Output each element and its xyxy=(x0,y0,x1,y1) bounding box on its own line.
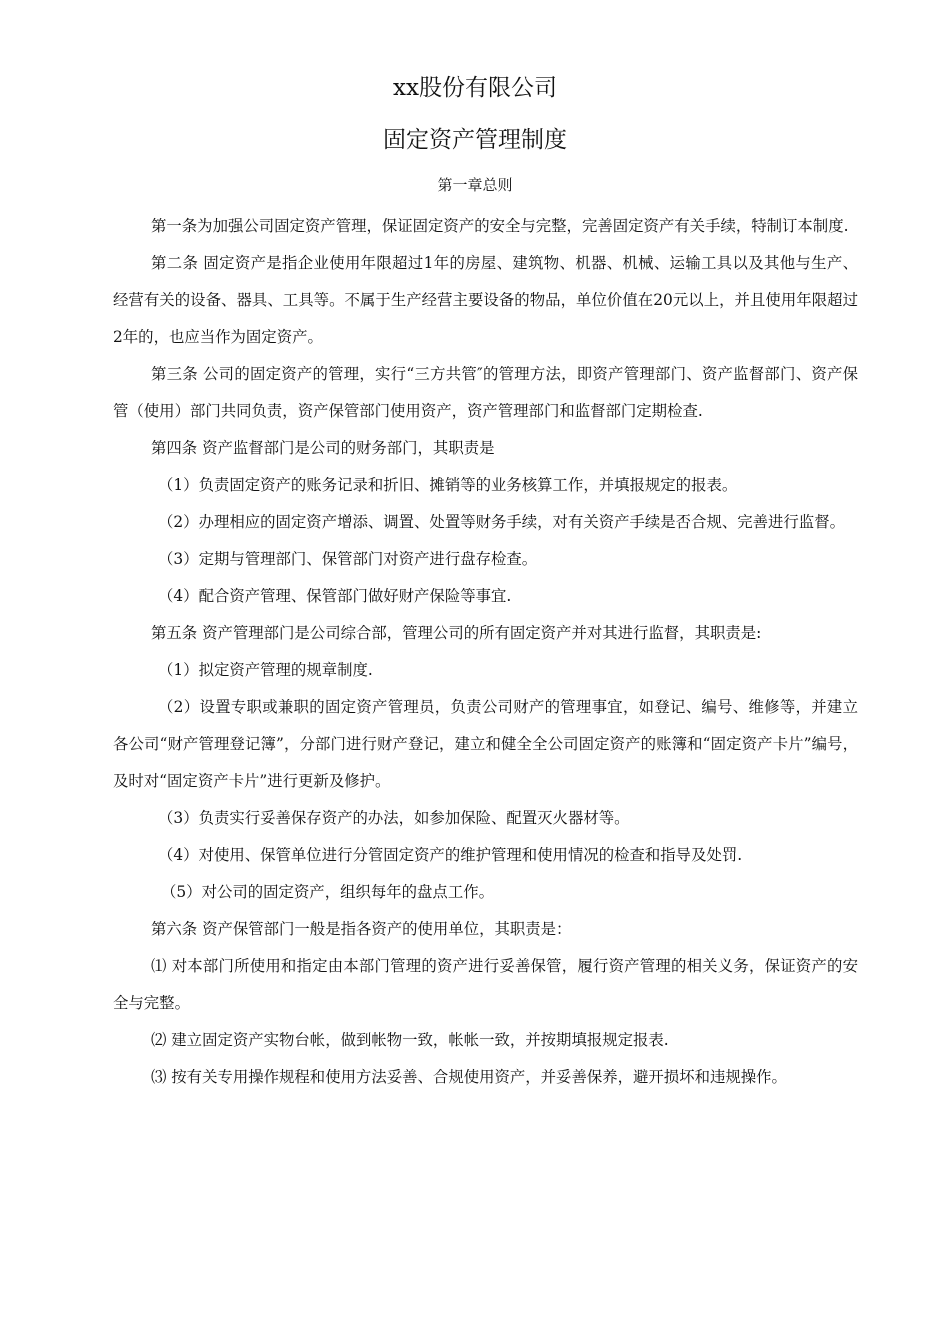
article-6-item-3: ⑶ 按有关专用操作规程和使用方法妥善、合规使用资产，并妥善保养，避开损坏和违规操作。 xyxy=(151,1068,787,1086)
article-5-item-1: （1）拟定资产管理的规章制度. xyxy=(158,661,373,679)
article-6-item-2: ⑵ 建立固定资产实物台帐，做到帐物一致，帐帐一致，并按期填报规定报表. xyxy=(151,1031,669,1049)
document-title: 固定资产管理制度 xyxy=(383,127,567,153)
article-5-item-3: （3）负责实行妥善保存资产的办法，如参加保险、配置灭火器材等。 xyxy=(158,809,630,827)
article-2: 第二条 固定资产是指企业使用年限超过1年的房屋、建筑物、机器、机械、运输工具以及其他与生产、经营有关的设备、器具、工具等。不属于生产经营主要设备的物品，单位价值在20元以上，并且使用年限超过2年的，也应当作为固定资产。 xyxy=(113,254,858,346)
article-4-item-2: （2）办理相应的固定资产增添、调置、处置等财务手续，对有关资产手续是否合规、完善进行监督。 xyxy=(158,513,845,531)
article-4-item-4: （4）配合资产管理、保管部门做好财产保险等事宜. xyxy=(158,587,512,605)
article-4-item-3: （3）定期与管理部门、保管部门对资产进行盘存检查。 xyxy=(158,550,538,568)
article-4: 第四条 资产监督部门是公司的财务部门，其职责是 xyxy=(151,439,495,457)
chapter-heading: 第一章总则 xyxy=(437,176,513,194)
article-5-item-2: （2）设置专职或兼职的固定资产管理员，负责公司财产的管理事宜，如登记、编号、维修等，并建立各公司“财产管理登记簿”，分部门进行财产登记，建立和健全全公司固定资产的账簿和“固定资产卡片”编号，及时对“固定资产卡片”进行更新及修护。 xyxy=(113,698,858,790)
article-4-item-1: （1）负责固定资产的账务记录和折旧、摊销等的业务核算工作，并填报规定的报表。 xyxy=(158,476,738,494)
article-5-item-4: （4）对使用、保管单位进行分管固定资产的维护管理和使用情况的检查和指导及处罚. xyxy=(158,846,743,864)
article-6: 第六条 资产保管部门一般是指各资产的使用单位，其职责是： xyxy=(151,920,572,938)
document-body xyxy=(113,208,858,1096)
article-6-item-1: ⑴ 对本部门所使用和指定由本部门管理的资产进行妥善保管，履行资产管理的相关义务，保证资产的安全与完整。 xyxy=(113,957,858,1012)
article-1: 第一条为加强公司固定资产管理，保证固定资产的安全与完整，完善固定资产有关手续，特制订本制度. xyxy=(151,217,849,235)
article-5: 第五条 资产管理部门是公司综合部，管理公司的所有固定资产并对其进行监督，其职责是: xyxy=(151,624,762,642)
company-name: xx股份有限公司 xyxy=(393,75,557,101)
article-3: 第三条 公司的固定资产的管理，实行“三方共管″的管理方法，即资产管理部门、资产监督部门、资产保管（使用）部门共同负责，资产保管部门使用资产，资产管理部门和监督部门定期检查. xyxy=(113,365,858,420)
article-5-item-5: （5）对公司的固定资产，组织每年的盘点工作。 xyxy=(161,883,494,901)
